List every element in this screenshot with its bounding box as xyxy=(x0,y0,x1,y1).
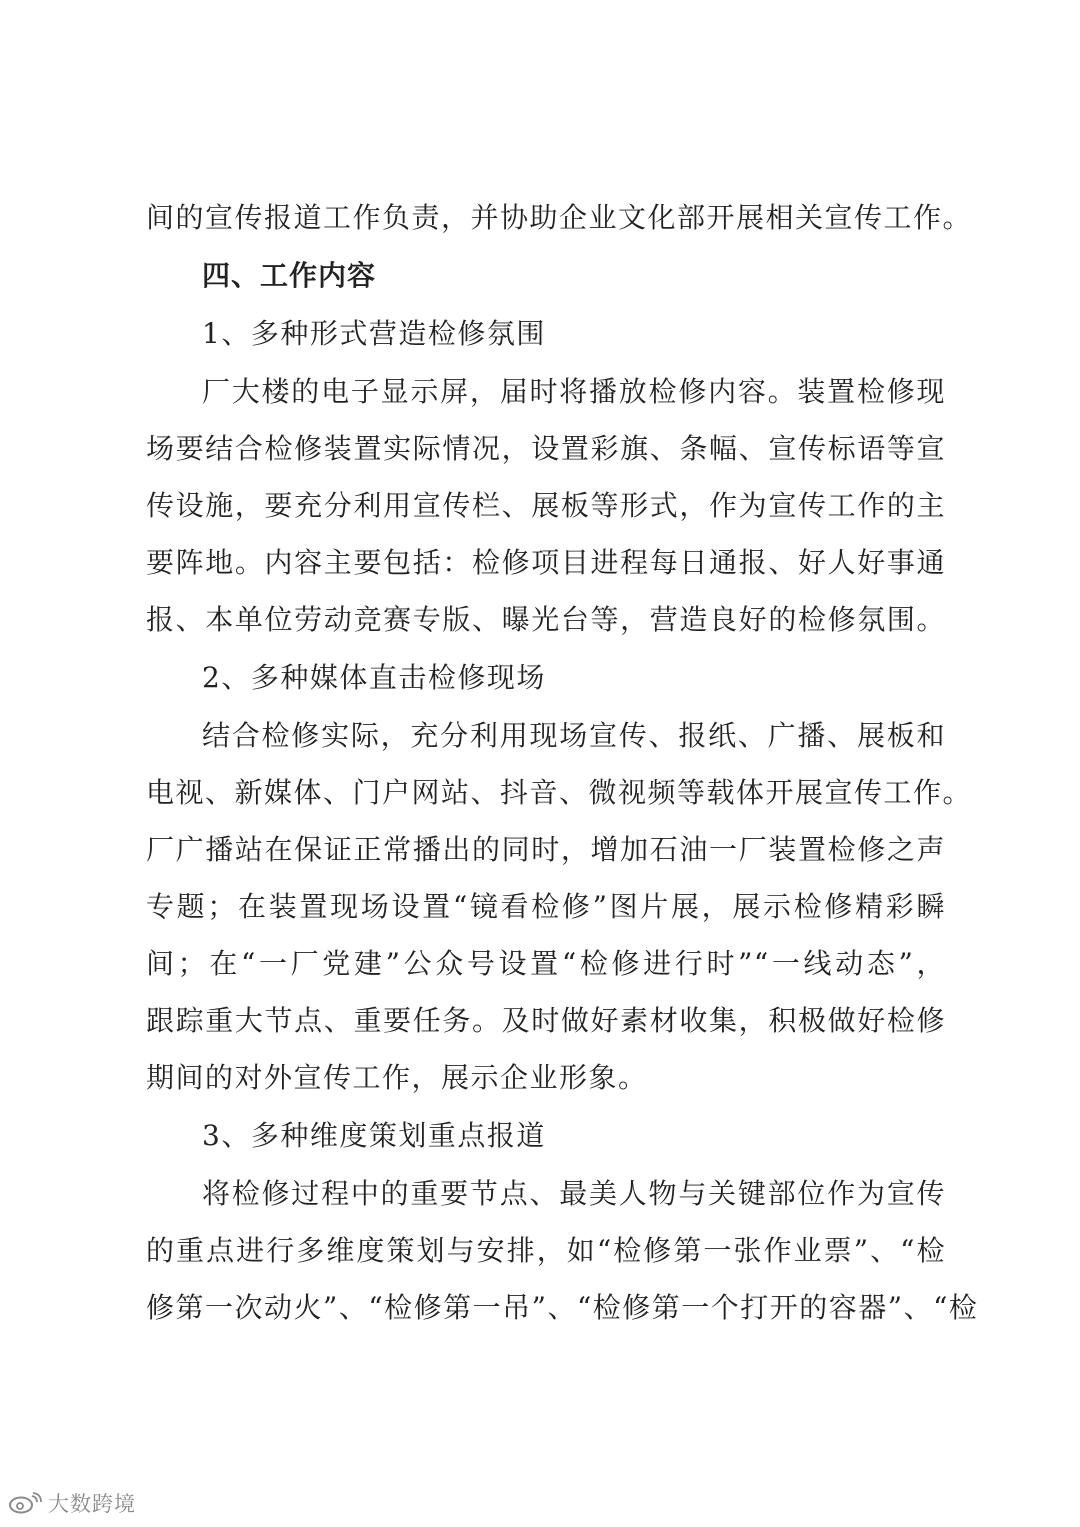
paragraph-2-line-6: 跟踪重大节点、重要任务。及时做好素材收集，积极做好检修 xyxy=(146,1004,946,1037)
paragraph-2-line-7: 期间的对外宣传工作，展示企业形象。 xyxy=(146,1061,648,1094)
watermark-text: 大数跨境 xyxy=(48,1492,136,1516)
paragraph-3-line-1: 将检修过程中的重要节点、最美人物与关键部位作为宣传 xyxy=(202,1177,946,1210)
paragraph-2-line-4: 专题；在装置现场设置“镜看检修”图片展，展示检修精彩瞬 xyxy=(146,890,946,923)
subheading-2: 2、多种媒体直击检修现场 xyxy=(202,661,546,694)
paragraph-1-line-3: 传设施，要充分利用宣传栏、展板等形式，作为宣传工作的主 xyxy=(146,489,946,522)
paragraph-1-line-2: 场要结合检修装置实际情况，设置彩旗、条幅、宣传标语等宣 xyxy=(146,432,946,465)
watermark xyxy=(8,1486,136,1520)
paragraph-2-line-2: 电视、新媒体、门户网站、抖音、微视频等载体开展宣传工作。 xyxy=(146,776,973,809)
paragraph-1-line-5: 报、本单位劳动竞赛专版、曝光台等，营造良好的检修氛围。 xyxy=(146,603,946,636)
paragraph-1-line-1: 厂大楼的电子显示屏，届时将播放检修内容。装置检修现 xyxy=(202,375,946,408)
paragraph-2-line-1: 结合检修实际，充分利用现场宣传、报纸、广播、展板和 xyxy=(202,719,946,752)
weibo-style-logo-icon xyxy=(8,1492,42,1514)
paragraph-2-line-3: 厂广播站在保证正常播出的同时，增加石油一厂装置检修之声 xyxy=(146,833,946,866)
section-heading: 四、工作内容 xyxy=(202,259,377,292)
subheading-3: 3、多种维度策划重点报道 xyxy=(202,1119,546,1152)
paragraph-3-line-2: 的重点进行多维度策划与安排，如“检修第一张作业票”、“检 xyxy=(146,1234,946,1267)
paragraph-3-line-3: 修第一次动火”、“检修第一吊”、“检修第一个打开的容器”、“检 xyxy=(146,1291,979,1324)
paragraph-1-line-4: 要阵地。内容主要包括：检修项目进程每日通报、好人好事通 xyxy=(146,546,946,579)
subheading-1: 1、多种形式营造检修氛围 xyxy=(202,317,546,350)
body-line-continuation: 间的宣传报道工作负责，并协助企业文化部开展相关宣传工作。 xyxy=(146,201,973,234)
paragraph-2-line-5: 间；在“一厂党建”公众号设置“检修进行时”“一线动态”， xyxy=(146,947,946,980)
